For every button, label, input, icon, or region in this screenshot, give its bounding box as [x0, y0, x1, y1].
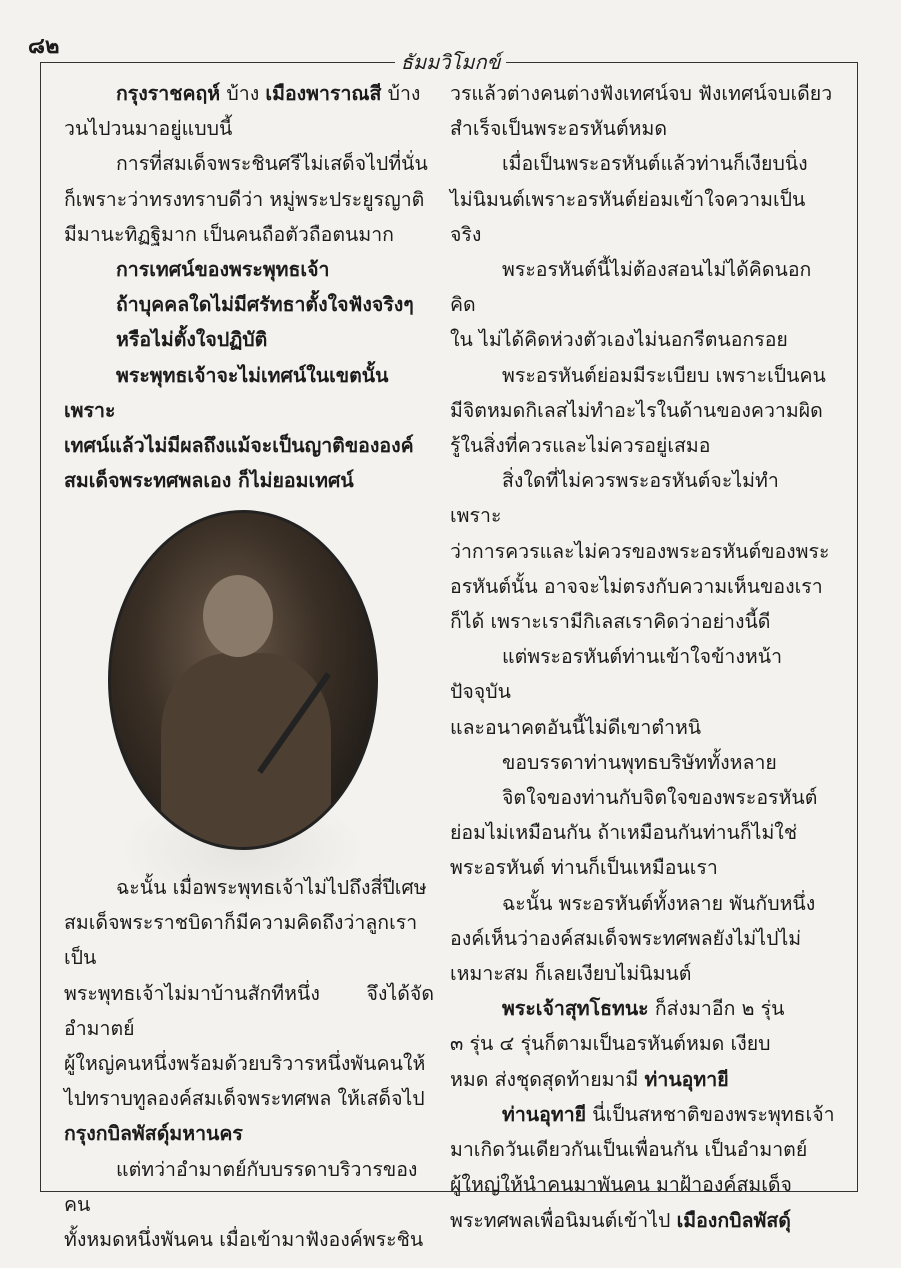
running-head-text: ธัมมวิโมกข์ — [395, 50, 507, 74]
text-line — [64, 358, 434, 428]
text-run: จิตใจของท่านกับจิตใจของพระอรหันต์ — [502, 786, 818, 810]
text-run: พระพุทธเจ้าไม่มาบ้านสักทีหนึ่ง จึงได้จัดอำมาตย์ — [64, 981, 434, 1040]
text-line — [64, 111, 434, 146]
text-line — [450, 991, 836, 1026]
text-run: อรหันต์นั้น อาจจะไม่ตรงกับความเห็นของเรา — [450, 574, 823, 598]
text-line — [450, 428, 836, 463]
monk-head-shape — [203, 575, 273, 657]
text-line — [450, 956, 836, 991]
text-line — [450, 604, 836, 639]
text-run: ผู้ใหญ่คนหนึ่งพร้อมด้วยบริวารหนึ่งพันคนให้ — [64, 1052, 426, 1076]
bold-text: เมืองกบิลพัสดุ์ — [676, 1208, 791, 1232]
text-run: ก็เพราะว่าทรงทราบดีว่า หมู่พระประยูรญาติ — [64, 187, 425, 211]
text-line — [450, 252, 836, 322]
text-run: ผู้ใหญ่ให้นำคนมาพันคน มาฝ้าองค์สมเด็จ — [450, 1173, 792, 1197]
text-run: รู้ในสิ่งที่ควรและไม่ควรอยู่เสมอ — [450, 434, 711, 458]
text-run: สิ่งใดที่ไม่ควรพระอรหันต์จะไม่ทำ เพราะ — [450, 469, 779, 528]
text-line — [64, 870, 434, 905]
text-run: แต่ทว่าอำมาตย์กับบรรดาบริวารของคน — [64, 1157, 418, 1216]
text-line — [64, 252, 434, 287]
text-run: สำเร็จเป็นพระอรหันต์หมด — [450, 117, 667, 141]
text-run: นี่เป็นสหชาติของพระพุทธเจ้า — [586, 1102, 835, 1126]
bold-text: หรือไม่ตั้งใจปฏิบัติ — [116, 328, 268, 352]
text-line — [450, 146, 836, 181]
text-run: มีจิตหมดกิเลสไม่ทำอะไรในด้านของความผิด — [450, 398, 823, 422]
text-line — [450, 639, 836, 709]
text-run: แต่พระอรหันต์ท่านเข้าใจข้างหน้าปัจจุบัน — [450, 645, 783, 704]
text-run: บ้าง — [220, 82, 266, 105]
bold-text: เมืองพาราณสี — [265, 82, 382, 105]
text-run: พระทศพลเพื่อนิมนต์เข้าไป — [450, 1208, 677, 1232]
text-line — [450, 1026, 836, 1061]
text-line — [450, 710, 836, 745]
text-run: เมื่อเป็นพระอรหันต์แล้วท่านก็เงียบนิ่ง — [502, 152, 808, 176]
text-line — [64, 146, 434, 181]
bold-text: ท่านอุทายี — [644, 1067, 729, 1091]
bold-text: ถ้าบุคคลใดไม่มีศรัทธาตั้งใจฟังจริงๆ — [116, 293, 414, 317]
text-line — [450, 358, 836, 393]
text-line — [64, 182, 434, 217]
text-line — [64, 428, 434, 463]
text-line — [64, 905, 434, 975]
running-head — [0, 46, 901, 78]
text-line — [450, 534, 836, 569]
text-line — [64, 463, 434, 498]
text-run: สมเด็จพระราชบิดาก็มีความคิดถึงว่าลูกเราเป็น — [64, 911, 418, 970]
text-run: ฉะนั้น พระอรหันต์ทั้งหลาย พันกับหนึ่ง — [502, 891, 816, 915]
text-run: วนไปวนมาอยู่แบบนี้ — [64, 117, 233, 141]
text-run: ๓ รุ่น ๔ รุ่นก็ตามเป็นอรหันต์หมด เงียบ — [450, 1032, 771, 1056]
text-run: พระอรหันต์นี้ไม่ต้องสอนไม่ได้คิดนอกคิด — [450, 258, 812, 317]
monk-photo — [108, 510, 378, 850]
monk-robe-shape — [161, 653, 331, 850]
text-run: การที่สมเด็จพระชินศรีไม่เสด็จไปที่นั่น — [116, 152, 428, 176]
text-line — [450, 886, 836, 921]
left-column-top — [64, 76, 434, 498]
text-line — [450, 850, 836, 885]
text-line — [64, 976, 434, 1046]
text-line — [450, 815, 836, 850]
text-run: มีมานะทิฏฐิมาก เป็นคนถือตัวถือตนมาก — [64, 222, 394, 246]
text-line — [450, 921, 836, 956]
text-line — [450, 1167, 836, 1202]
text-line — [450, 111, 836, 146]
text-line — [450, 76, 836, 111]
bold-text: สมเด็จพระทศพลเอง ก็ไม่ยอมเทศน์ — [64, 469, 354, 493]
bold-text: เทศน์แล้วไม่มีผลถึงแม้จะเป็นญาติขององค์ — [64, 434, 414, 458]
text-run: พระอรหันต์ย่อมมีระเบียบ เพราะเป็นคน — [502, 363, 826, 387]
bold-text: กรุงกบิลพัสดุ์มหานคร — [64, 1122, 243, 1146]
text-run: บ้าง — [381, 82, 421, 105]
text-line — [450, 745, 836, 780]
bold-text: ท่านอุทายี — [502, 1102, 587, 1126]
text-run: และอนาคตอันนี้ไม่ดีเขาตำหนิ — [450, 715, 702, 739]
text-line — [64, 1222, 434, 1257]
text-run: ย่อมไม่เหมือนกัน ถ้าเหมือนกันท่านก็ไม่ใช่ — [450, 821, 798, 845]
photo-frame — [108, 510, 378, 860]
text-line — [64, 287, 434, 322]
text-run: ก็ได้ เพราะเรามีกิเลสเราคิดว่าอย่างนี้ดี — [450, 610, 771, 634]
bold-text: กรุงราชคฤห์ — [116, 82, 221, 105]
text-line — [450, 780, 836, 815]
text-run: ฉะนั้น เมื่อพระพุทธเจ้าไม่ไปถึงสี่ปีเศษ — [116, 876, 427, 899]
text-run: ทั้งหมดหนึ่งพันคน เมื่อเข้ามาฟังองค์พระชิน — [64, 1228, 424, 1252]
text-line — [64, 217, 434, 252]
text-line — [450, 1132, 836, 1167]
text-run: ไปทราบทูลองค์สมเด็จพระทศพล ให้เสด็จไป — [64, 1087, 425, 1111]
text-run: วรแล้วต่างคนต่างฟังเทศน์จบ ฟังเทศน์จบเดียว — [450, 82, 833, 105]
text-line — [64, 76, 434, 111]
text-line — [64, 1046, 434, 1081]
text-line — [450, 322, 836, 357]
text-run: องค์เห็นว่าองค์สมเด็จพระทศพลยังไม่ไปไม่ — [450, 926, 802, 950]
text-run: มาเกิดวันเดียวกันเป็นเพื่อนกัน เป็นอำมาตย์ — [450, 1138, 808, 1162]
text-line — [450, 182, 836, 252]
text-line — [64, 1152, 434, 1222]
text-run: หมด ส่งชุดสุดท้ายมามี — [450, 1067, 645, 1091]
page-number: ๘๒ — [28, 34, 60, 59]
bold-text: พระพุทธเจ้าจะไม่เทศน์ในเขตนั้น เพราะ — [64, 363, 389, 422]
text-line — [64, 1116, 434, 1151]
text-line — [450, 1097, 836, 1132]
text-line — [450, 569, 836, 604]
text-line — [450, 463, 836, 533]
left-column-bottom — [64, 870, 434, 1257]
text-line — [64, 322, 434, 357]
text-run: ว่าการควรและไม่ควรของพระอรหันต์ของพระ — [450, 539, 830, 563]
text-run: ไม่นิมนต์เพราะอรหันต์ย่อมเข้าใจความเป็นจริง — [450, 187, 806, 246]
right-column — [450, 76, 836, 1238]
text-line — [450, 1062, 836, 1097]
text-run: ขอบรรดาท่านพุทธบริษัททั้งหลาย — [502, 750, 777, 774]
bold-text: การเทศน์ของพระพุทธเจ้า — [116, 258, 330, 282]
bold-text: พระเจ้าสุทโธทนะ — [502, 997, 649, 1021]
text-line — [64, 1081, 434, 1116]
text-run: ใน ไม่ได้คิดห่วงตัวเองไม่นอกรีตนอกรอย — [450, 328, 788, 352]
text-line — [450, 1203, 836, 1238]
text-run: เหมาะสม ก็เลยเงียบไม่นิมนต์ — [450, 962, 692, 986]
text-run: พระอรหันต์ ท่านก็เป็นเหมือนเรา — [450, 856, 718, 880]
text-run: ก็ส่งมาอีก ๒ รุ่น — [648, 997, 785, 1021]
text-line — [450, 393, 836, 428]
